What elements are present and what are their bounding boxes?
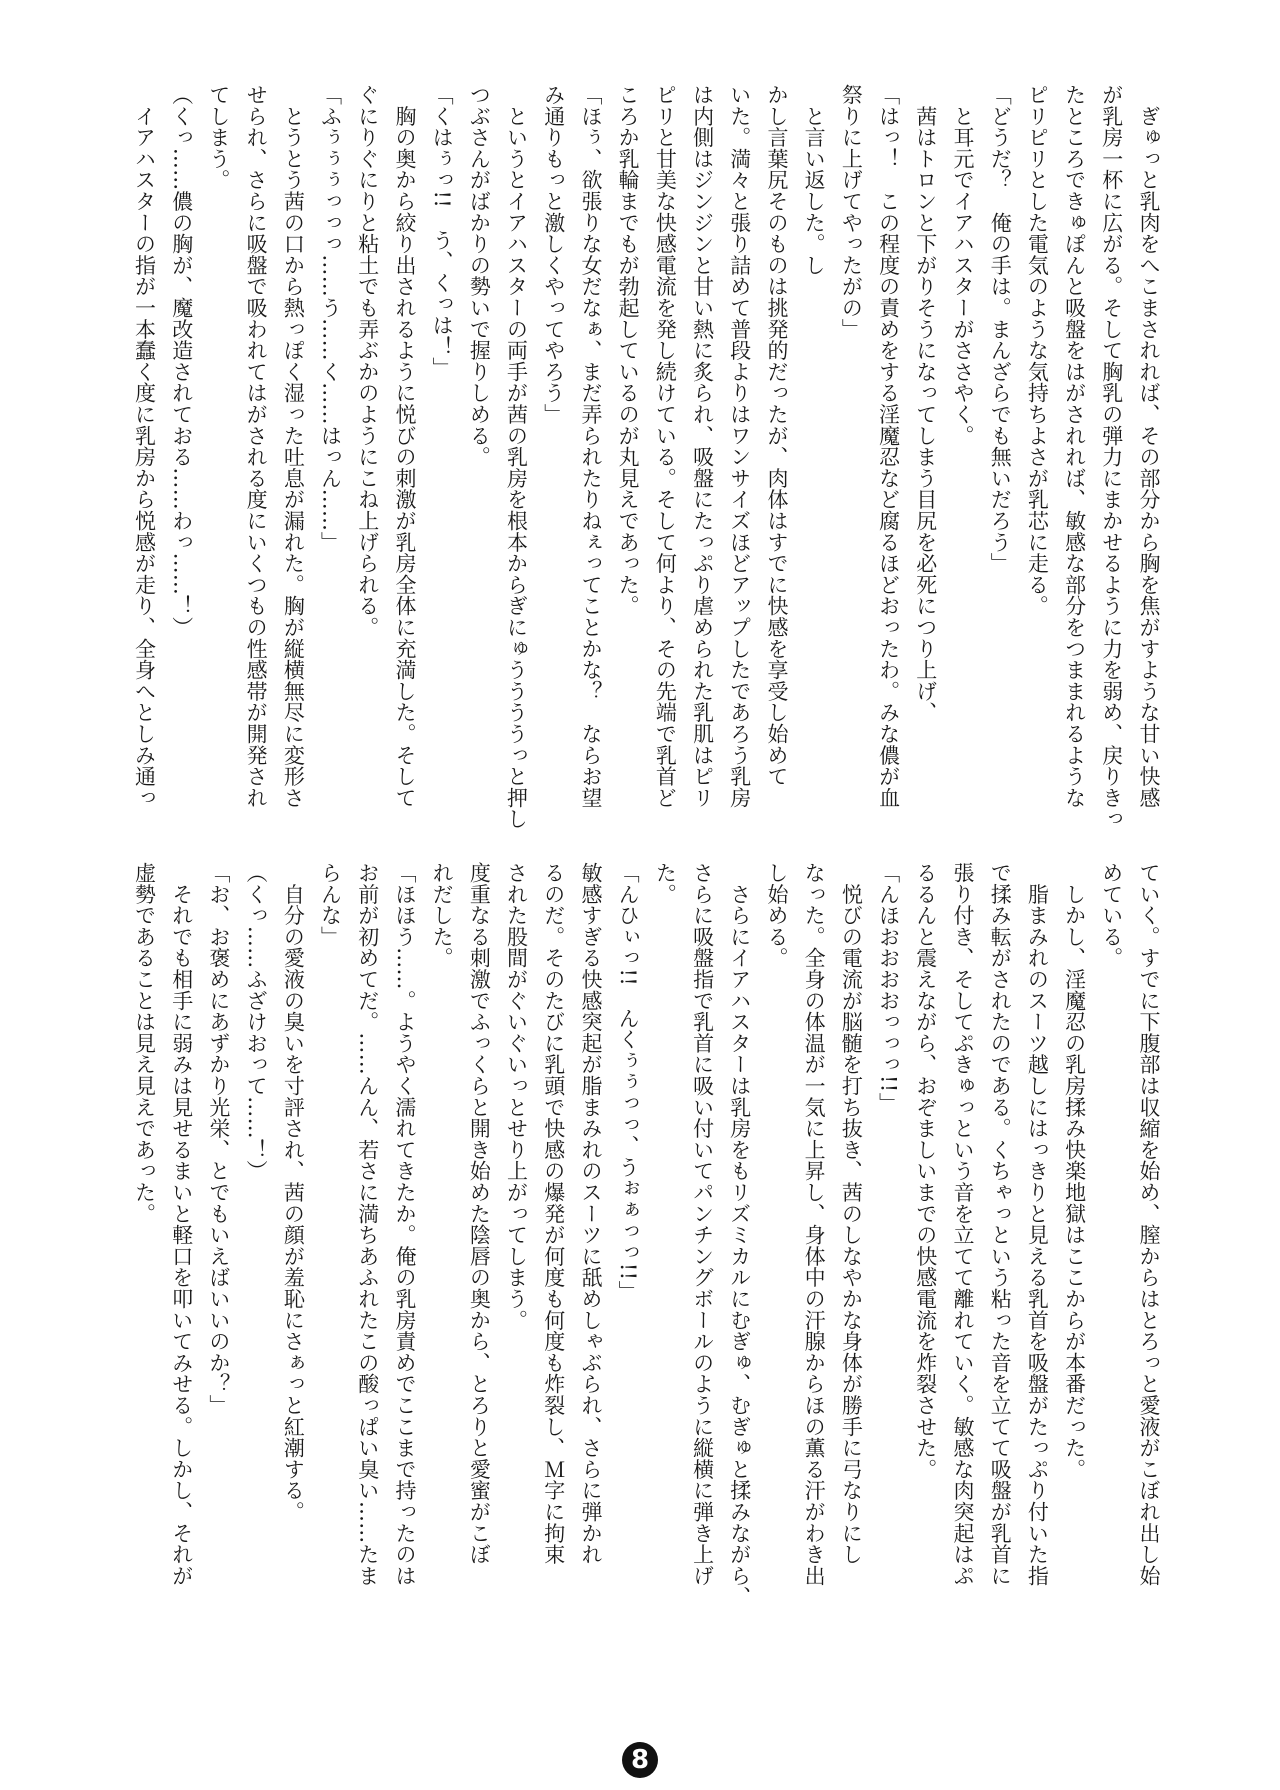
text-line: めている。 [1099, 862, 1124, 969]
text-line: 自分の愛液の臭いを寸評され、茜の顔が羞恥にさぁっと紅潮する。 [281, 862, 306, 1523]
text-line: たところできゅぽんと吸盤をはがされれば、敏感な部分をつままれるような [1062, 84, 1087, 809]
text-line: た。 [653, 862, 678, 905]
text-line: 虚勢であることは見え見えであった。 [132, 862, 157, 1225]
text-line: らんな」 [318, 862, 343, 948]
text-line: 「お、お褒めにあずかり光栄、とでもいえばいいのか？」 [206, 862, 231, 1416]
text-line: ころか乳輪までもが勃起しているのが丸見えであった。 [616, 84, 641, 617]
text-line: み通りもっと激しくやってやろう」 [541, 84, 566, 425]
text-line: と言い返した。し [802, 84, 827, 276]
text-line: （くっ……ふざけおって……！） [244, 862, 269, 1182]
text-line: せられ、さらに吸盤で吸われてはがされる度にいくつもの性感帯が開発され [244, 84, 269, 809]
text-line: るのだ。そのたびに乳頭で快感の爆発が何度も何度も炸裂し、Ｍ字に拘束 [541, 862, 566, 1565]
text-line: 脂まみれのスーツ越しにはっきりと見える乳首を吸盤がたっぷり付いた指 [1025, 862, 1050, 1587]
text-line: それでも相手に弱みは見せるまいと軽口を叩いてみせる。しかし、それが [169, 862, 194, 1587]
text-line: 「ほぅ、欲張りな女だなぁ、まだ弄られたりねぇってことかな？ ならお望 [578, 84, 603, 809]
text-line: し始める。 [764, 862, 789, 969]
text-line: 「どうだ？ 俺の手は。まんざらでも無いだろう」 [988, 84, 1013, 574]
text-line: 「ほほう……。ようやく濡れてきたか。俺の乳房責めでここまで持ったのは [392, 862, 417, 1587]
text-line: てしまう。 [206, 84, 231, 191]
text-line: された股間がぐいぐいっとせり上がってしまう。 [504, 862, 529, 1331]
text-line: とうとう茜の口から熱っぽく湿った吐息が漏れた。胸が縦横無尽に変形さ [281, 84, 306, 809]
text-line: かし言葉尻そのものは挑発的だったが、肉体はすでに快感を享受し始めて [764, 84, 789, 787]
text-line: 度重なる刺激でふっくらと開き始めた陰唇の奥から、とろりと愛蜜がこぼ [467, 862, 492, 1565]
text-line: 「はっ！ この程度の責めをする淫魔忍など腐るほどおったわ。みな儂が血 [876, 84, 901, 809]
text-line: ピリと甘美な快感電流を発し続けている。そして何より、その先端で乳首ど [653, 84, 678, 809]
page-number: 8 [622, 1742, 658, 1778]
text-line: が乳房一杯に広がる。そして胸乳の弾力にまかせるように力を弱め、戻りきっ [1099, 84, 1124, 830]
text-line: （くっ……儂の胸が、魔改造されておる……わっ……！） [169, 84, 194, 638]
text-line: ピリピリとした電気のような気持ちよさが乳芯に走る。 [1025, 84, 1050, 617]
text-line: で揉み転がされたのである。くちゃっという粘った音を立てて吸盤が乳首に [988, 862, 1013, 1587]
text-line: 「んほおおおおっっっ!!」 [876, 862, 901, 1114]
text-line: 「ふぅぅぅっっっ……う……く……はっん……」 [318, 84, 343, 553]
text-line: なった。全身の体温が一気に上昇し、身体中の汗腺からほの薫る汗がわき出 [802, 862, 827, 1587]
text-line: というとイアハスターの両手が茜の乳房を根本からぎにゅううううっと押し [504, 84, 529, 830]
text-line: つぶさんがばかりの勢いで握りしめる。 [467, 84, 492, 468]
text-line: 祭りに上げてやったがの」 [839, 84, 864, 340]
text-line: さらにイアハスターは乳房をもリズミカルにむぎゅ、むぎゅと揉みながら、 [727, 862, 752, 1608]
text-block-lower [125, 862, 1167, 1608]
text-line: 茜はトロンと下がりそうになってしまう目尻を必死につり上げ、 [913, 84, 938, 723]
text-block-upper [125, 84, 1167, 830]
text-line: しかし、淫魔忍の乳房揉み快楽地獄はここからが本番だった。 [1062, 862, 1087, 1480]
text-line: いた。満々と張り詰めて普段よりはワンサイズほどアップしたであろう乳房 [727, 84, 752, 809]
text-line: 「んひぃっ!! んくぅぅっっ、うぉぁっっ!!」 [616, 862, 641, 1302]
text-line: 悦びの電流が脳髄を打ち抜き、茜のしなやかな身体が勝手に弓なりにし [839, 862, 864, 1565]
text-line: と耳元でイアハスターがささやく。 [950, 84, 975, 447]
text-line: れだした。 [430, 862, 455, 969]
text-line: ていく。すでに下腹部は収縮を始め、膣からはとろっと愛液がこぼれ出し始 [1137, 862, 1161, 1587]
text-line: イアハスターの指が一本蠢く度に乳房から悦感が走り、全身へとしみ通っ [132, 84, 157, 809]
text-line: さらに吸盤指で乳首に吸い付いてパンチングボールのように縦横に弾き上げ [690, 862, 715, 1587]
text-line: 敏感すぎる快感突起が脂まみれのスーツに舐めしゃぶられ、さらに弾かれ [578, 862, 603, 1565]
text-line: 張り付き、そしてぷきゅっという音を立てて離れていく。敏感な肉突起はぷ [950, 862, 975, 1587]
text-line: ぎゅっと乳肉をへこまされれば、その部分から胸を焦がすような甘い快感 [1137, 84, 1161, 809]
text-line: 「くはぅっ!! う、くっは！」 [430, 84, 455, 379]
text-line: ぐにりぐにりと粘土でも弄ぶかのようにこね上げられる。 [355, 84, 380, 638]
text-line: は内側はジンジンと甘い熱に炙られ、吸盤にたっぷり虐められた乳肌はピリ [690, 84, 715, 809]
text-line: お前が初めてだ。……んん、若さに満ちあふれたこの酸っぱい臭い……たま [355, 862, 380, 1587]
text-line: るるんと震えながら、おぞましいまでの快感電流を炸裂させた。 [913, 862, 938, 1480]
text-line: 胸の奥から絞り出されるように悦びの刺激が乳房全体に充満した。そして [392, 84, 417, 809]
